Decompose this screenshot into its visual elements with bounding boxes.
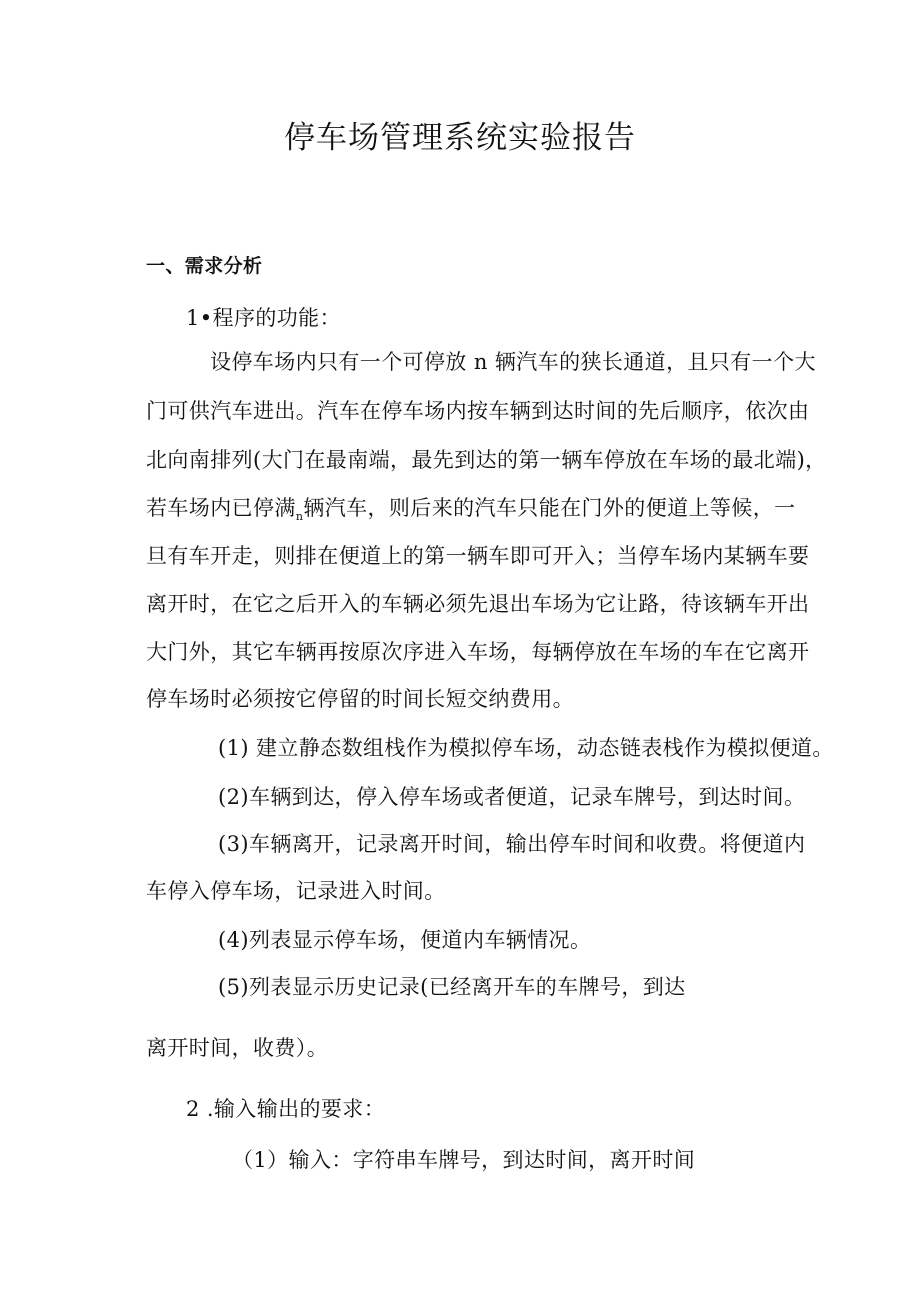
paragraph-line-4 — [146, 494, 796, 531]
list-item-5: (5)列表显示历史记录(已经离开车的车牌号，到达 — [218, 975, 686, 999]
document-title: 停车场管理系统实验报告 — [284, 120, 636, 156]
list-item-2: (2)车辆到达，停入停车场或者便道，记录车牌号，到达时间。 — [218, 785, 806, 809]
paragraph-line-3: 北向南排列(大门在最南端，最先到达的第一辆车停放在车场的最北端)， — [146, 448, 827, 472]
list-item-3: (3)车辆离开，记录离开时间，输出停车时间和收费。将便道内 — [218, 832, 806, 856]
io-input-line: （1）输入：字符串车牌号，到达时间，离开时间 — [232, 1148, 696, 1172]
list-item-3-continued: 车停入停车场，记录进入时间。 — [146, 879, 446, 903]
paragraph-line-6: 离开时，在它之后开入的车辆必须先退出车场为它让路，待该辆车开出 — [146, 592, 810, 616]
paragraph-line-1: 设停车场内只有一个可停放 n 辆汽车的狭长通道，且只有一个大 — [210, 350, 816, 374]
list-item-4: (4)列表显示停车场，便道内车辆情况。 — [218, 928, 592, 952]
paragraph-line-5: 旦有车开走，则排在便道上的第一辆车即可开入；当停车场内某辆车要 — [146, 544, 810, 568]
paragraph-line-4-part-1: 若车场内已停满 — [146, 496, 296, 520]
item1-label: 1•程序的功能： — [186, 306, 341, 330]
list-item-5-continued: 离开时间，收费）。 — [146, 1036, 329, 1060]
list-item-1: (1) 建立静态数组栈作为模拟停车场，动态链表栈作为模拟便道。 — [218, 736, 834, 760]
paragraph-line-4-part-2: 辆汽车，则后来的汽车只能在门外的便道上等候，一 — [303, 496, 796, 520]
section-heading: 一、需求分析 — [146, 255, 263, 277]
paragraph-line-7: 大门外，其它车辆再按原次序进入车场，每辆停放在车场的车在它离开 — [146, 640, 810, 664]
item2-label: 2 .输入输出的要求： — [186, 1097, 386, 1121]
paragraph-line-2: 门可供汽车进出。汽车在停车场内按车辆到达时间的先后顺序，依次由 — [146, 399, 810, 423]
paragraph-line-8: 停车场时必须按它停留的时间长短交纳费用。 — [146, 687, 574, 711]
paragraph-line-4-small-n: n — [295, 510, 304, 523]
